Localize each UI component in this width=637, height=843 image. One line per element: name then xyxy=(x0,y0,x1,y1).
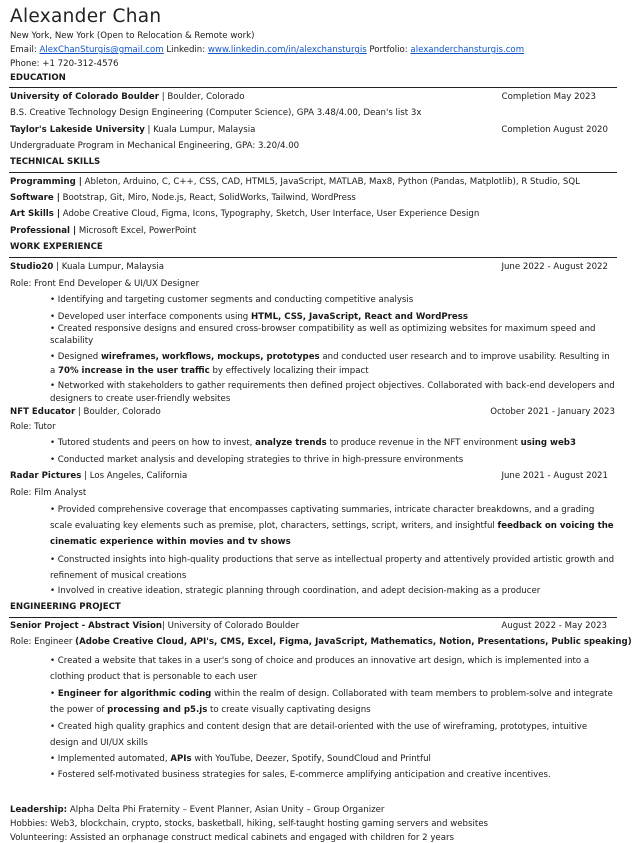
job-header xyxy=(10,262,164,272)
project-header xyxy=(10,621,299,631)
hobbies-line: Hobbies: Web3, blockchain, crypto, stocks, basketball, hiking, self-taught hosting gaming servers and websites xyxy=(10,819,488,829)
skill-label: Software | xyxy=(10,193,60,203)
skill-label: Art Skills | xyxy=(10,209,60,219)
company-place: | Kuala Lumpur, Malaysia xyxy=(53,262,164,272)
skill-text: Adobe Creative Cloud, Figma, Icons, Typography, Sketch, User Interface, User Experience Design xyxy=(59,209,480,219)
skill-label: Professional | xyxy=(10,226,77,236)
job-header xyxy=(10,471,187,481)
phone: Phone: +1 720-312-4576 xyxy=(10,59,119,69)
bullet: • Involved in creative ideation, strategic planning through coordination, and adept decision-making as a producer xyxy=(50,586,541,596)
section-divider xyxy=(9,87,617,88)
bullet: • Provided comprehensive coverage that encompasses captivating summaries, intricate character breakdowns, and a grading scale evaluating key elements such as premise, plot, characters, settings, script, writers, and insightful feedback on voicing the cinematic experience within movies and tv shows xyxy=(50,505,614,547)
linkedin-label: Linkedin: xyxy=(163,45,208,55)
project-date: August 2022 - May 2023 xyxy=(501,621,607,631)
school-name: Taylor's Lakeside University xyxy=(10,125,145,135)
job-date: June 2021 - August 2021 xyxy=(501,471,608,481)
linkedin-link[interactable]: www.linkedin.com/in/alexchansturgis xyxy=(207,45,367,55)
school-place: | Boulder, Colorado xyxy=(159,92,245,102)
skill-text: Bootstrap, Git, Miro, Node.js, React, SolidWorks, Tailwind, WordPress xyxy=(59,193,356,203)
school-name: University of Colorado Boulder xyxy=(10,92,159,102)
skill-row xyxy=(10,226,196,236)
degree-detail: Undergraduate Program in Mechanical Engineering, GPA: 3.20/4.00 xyxy=(10,141,300,151)
bullet: • Developed user interface components using HTML, CSS, JavaScript, React and WordPress xyxy=(50,312,468,322)
portfolio-label: Portfolio: xyxy=(366,45,411,55)
job-date: October 2021 - January 2023 xyxy=(490,407,615,417)
engineering-heading: ENGINEERING PROJECT xyxy=(10,602,121,612)
completion-date: Completion May 2023 xyxy=(501,92,596,102)
section-divider xyxy=(9,617,617,618)
skill-text: Ableton, Arduino, C, C++, CSS, CAD, HTML5, JavaScript, MATLAB, Max8, Python (Pandas, Matplotlib), R Studio, SQL xyxy=(81,177,580,187)
education-heading: EDUCATION xyxy=(10,73,66,83)
skill-row xyxy=(10,193,356,203)
company-name: Studio20 xyxy=(10,262,54,272)
education-item xyxy=(10,125,255,135)
project-role: Role: Engineer (Adobe Creative Cloud, API's, CMS, Excel, Figma, JavaScript, Mathematics, Notion, Presentations, Public speaking) xyxy=(10,637,632,647)
company-place: | Los Angeles, California xyxy=(81,471,188,481)
company-place: | Boulder, Colorado xyxy=(75,407,161,417)
job-date: June 2022 - August 2022 xyxy=(501,262,608,272)
project-name: Senior Project - Abstract Vision xyxy=(10,621,162,631)
skill-row xyxy=(10,209,479,219)
bullet: • Created a website that takes in a user's song of choice and produces an innovative art design, which is implemented into a clothing product that is personable to each user xyxy=(50,656,590,682)
bullet: • Constructed insights into high-quality productions that serve as intellectual property and attentively provided artistic growth and refinement of musical creations xyxy=(50,555,615,581)
job-role: Role: Front End Developer & UI/UX Designer xyxy=(10,279,200,289)
bullet: • Created responsive designs and ensured cross-browser compatibility as well as optimizing websites for maximum speed and scalability xyxy=(50,324,596,346)
bullet: • Networked with stakeholders to gather requirements then defined project objectives. Collaborated with back-end developers and designers to create user-friendly websites xyxy=(50,381,615,404)
education-item xyxy=(10,92,245,102)
candidate-name: Alexander Chan xyxy=(10,6,162,27)
contact-line xyxy=(10,45,524,55)
skill-text: Microsoft Excel, PowerPoint xyxy=(76,226,197,236)
bullet: • Engineer for algorithmic coding within the realm of design. Collaborated with team members to problem-solve and integrate the power of processing and p5.js to create visually captivating designs xyxy=(50,689,613,715)
email-label: Email: xyxy=(10,45,40,55)
bullet: • Conducted market analysis and developing strategies to thrive in high-pressure environments xyxy=(50,455,464,465)
volunteering-line: Volunteering: Assisted an orphanage construct medical cabinets and engaged with children for 2 years xyxy=(10,833,454,843)
bullet: • Designed wireframes, workflows, mockups, prototypes and conducted user research and to improve usability. Resulting in a 70% increase in the user traffic by effectively localizing their impact xyxy=(50,352,610,376)
skills-heading: TECHNICAL SKILLS xyxy=(10,157,101,167)
portfolio-link[interactable]: alexanderchansturgis.com xyxy=(410,45,525,55)
company-name: NFT Educator xyxy=(10,407,76,417)
job-role: Role: Film Analyst xyxy=(10,488,87,498)
skill-label: Programming | xyxy=(10,177,82,187)
section-divider xyxy=(9,172,617,173)
location: New York, New York (Open to Relocation & Remote work) xyxy=(10,31,255,41)
bullet: • Implemented automated, APIs with YouTube, Deezer, Spotify, SoundCloud and Printful xyxy=(50,754,431,764)
email-link[interactable]: AlexChanSturgis@gmail.com xyxy=(39,45,164,55)
completion-date: Completion August 2020 xyxy=(501,125,608,135)
bullet: • Fostered self-motivated business strategies for sales, E-commerce amplifying anticipation and creative incentives. xyxy=(50,770,551,780)
skill-row xyxy=(10,177,580,187)
job-role: Role: Tutor xyxy=(10,422,56,432)
bullet: • Identifying and targeting customer segments and conducting competitive analysis xyxy=(50,295,414,305)
degree-detail: B.S. Creative Technology Design Engineering (Computer Science), GPA 3.48/4.00, Dean's list 3x xyxy=(10,108,422,118)
work-heading: WORK EXPERIENCE xyxy=(10,242,103,252)
company-name: Radar Pictures xyxy=(10,471,82,481)
bullet: • Tutored students and peers on how to invest, analyze trends to produce revenue in the NFT environment using web3 xyxy=(50,438,576,448)
leadership-line: Leadership: Alpha Delta Phi Fraternity – Event Planner, Asian Unity – Group Organizer xyxy=(10,805,385,815)
school-place: | Kuala Lumpur, Malaysia xyxy=(144,125,256,135)
project-place: | University of Colorado Boulder xyxy=(161,621,300,631)
section-divider xyxy=(9,257,617,258)
bullet: • Created high quality graphics and content design that are detail-oriented with the use of wireframing, prototypes, intuitive design and UI/UX skills xyxy=(50,722,588,748)
job-header xyxy=(10,407,161,417)
